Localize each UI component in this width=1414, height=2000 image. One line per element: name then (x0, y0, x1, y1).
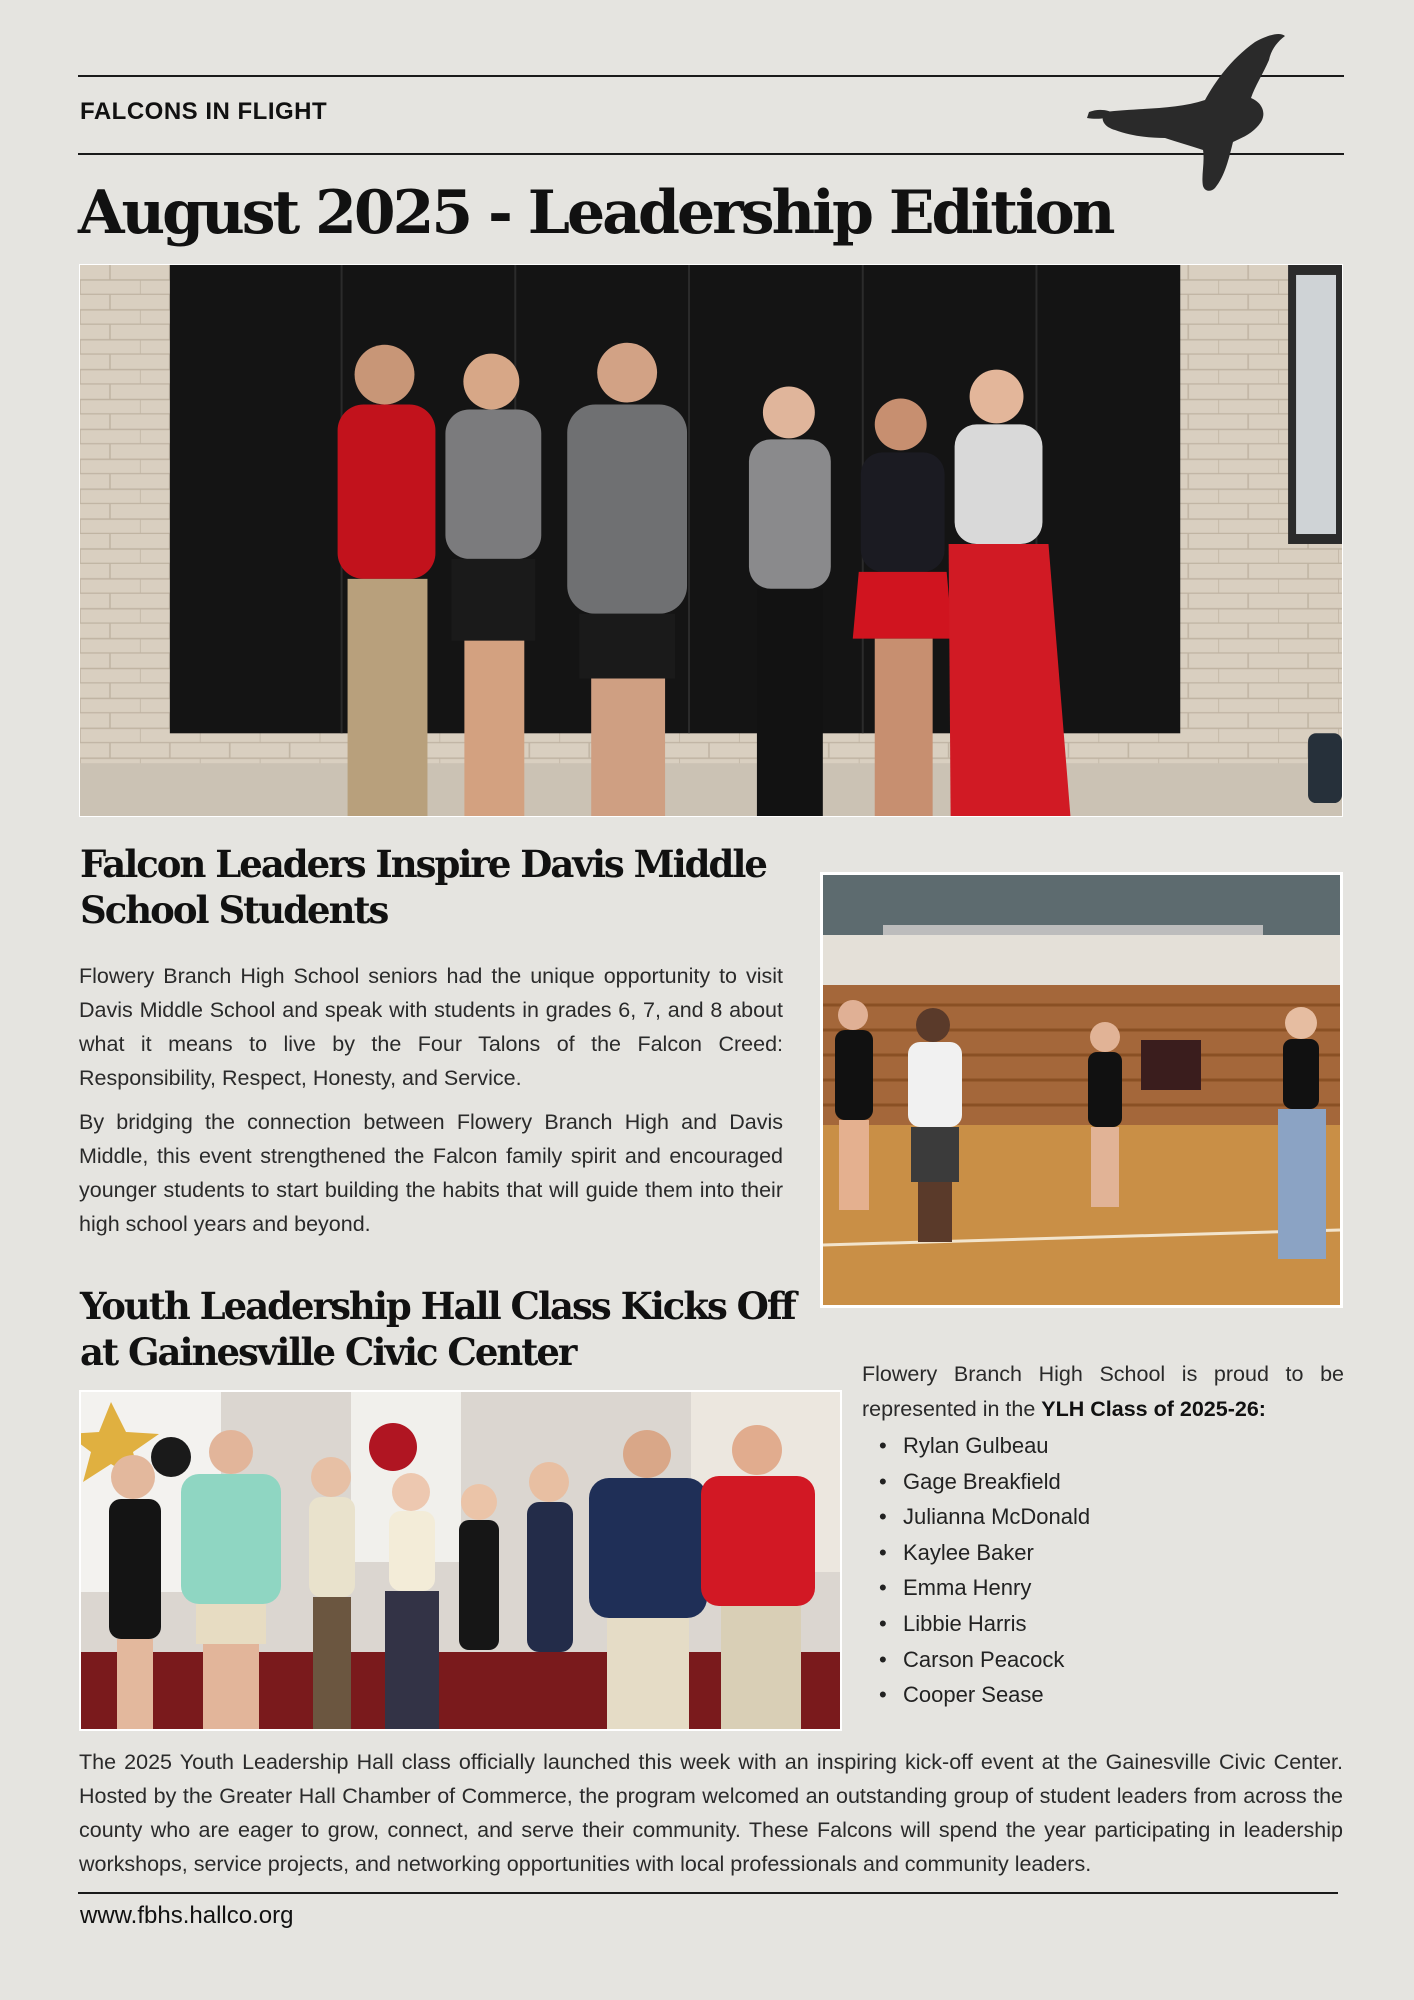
article1-heading: Falcon Leaders Inspire Davis Middle School Students (80, 842, 766, 932)
list-item: • Julianna McDonald (862, 1499, 1090, 1535)
article2-heading: Youth Leadership Hall Class Kicks Off at Gainesville Civic Center (80, 1284, 795, 1374)
ylh-roster-list (862, 1428, 1090, 1713)
list-item: • Libbie Harris (862, 1606, 1090, 1642)
footer-rule (78, 1892, 1338, 1894)
ylh-class-name: YLH Class of 2025-26: (1041, 1397, 1266, 1421)
ylh-class-photo (79, 1390, 842, 1731)
article1-paragraph-2: By bridging the connection between Flowery Branch High and Davis Middle, this event strengthened the Falcon family spirit and encouraged younger students to start building the habits that will guide them into their high school years and beyond. (79, 1110, 783, 1236)
masthead-label: FALCONS IN FLIGHT (80, 98, 328, 125)
falcon-icon (1065, 30, 1305, 200)
ylh-intro (862, 1357, 1344, 1427)
ylh-intro-text: Flowery Branch High School is proud to be represented in the (862, 1362, 1344, 1421)
list-item: • Cooper Sease (862, 1677, 1090, 1713)
list-item: • Gage Breakfield (862, 1464, 1090, 1500)
hero-photo (79, 264, 1343, 817)
davis-middle-gym-photo (820, 872, 1343, 1308)
footer-website-link[interactable]: www.fbhs.hallco.org (80, 1902, 294, 1929)
list-item: • Kaylee Baker (862, 1535, 1090, 1571)
list-item: • Carson Peacock (862, 1642, 1090, 1678)
article1-paragraph-1: Flowery Branch High School seniors had the unique opportunity to visit Davis Middle School and speak with students in grades 6, 7, and 8 about what it means to live by the Four Talons of the Falcon Creed: Responsibility, Respect, Honesty, and Service. (79, 964, 783, 1090)
list-item: • Emma Henry (862, 1570, 1090, 1606)
article2-body: The 2025 Youth Leadership Hall class officially launched this week with an inspiring kick-off event at the Gainesville Civic Center. Hosted by the Greater Hall Chamber of Commerce, the program welcomed an outstanding group of student leaders from across the county who are eager to grow, connect, and serve their community. These Falcons will spend the year participating in leadership workshops, service projects, and networking opportunities with local professionals and community leaders. (79, 1750, 1343, 1876)
issue-title: August 2025 - Leadership Edition (78, 178, 1113, 248)
list-item: • Rylan Gulbeau (862, 1428, 1090, 1464)
